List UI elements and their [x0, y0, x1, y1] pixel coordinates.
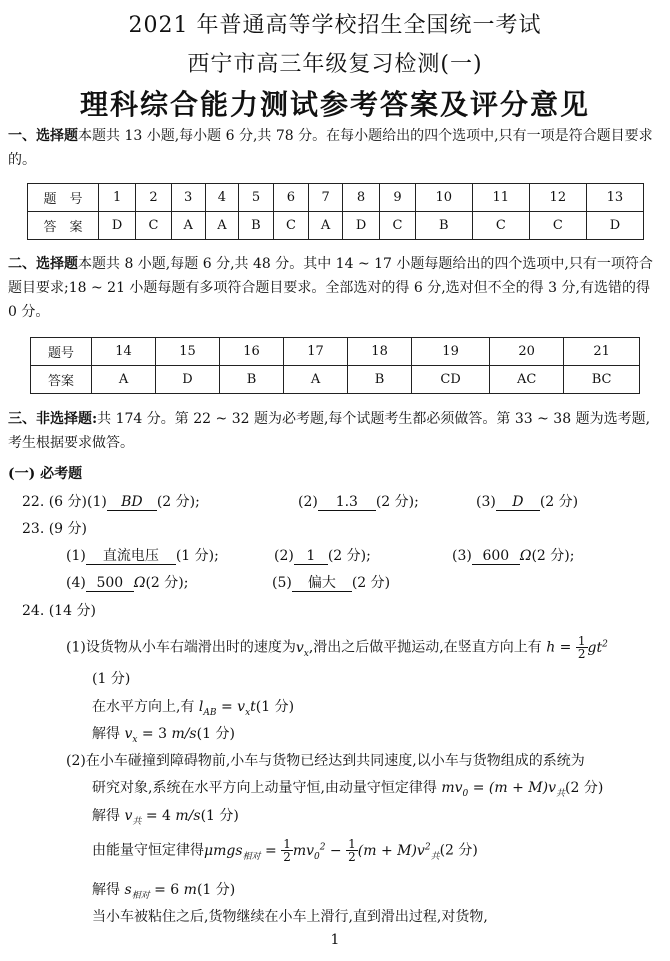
v-x-var: $v_x$ [120, 726, 138, 745]
table-cell-answer: A [171, 212, 205, 240]
momentum-formula: $mv_0 = (m + M)v_共$ [436, 780, 566, 799]
table-cell-answer: B [220, 366, 284, 394]
sub-gong: 共 [430, 851, 440, 862]
q22-answer2: 1.3 [318, 494, 376, 511]
q22-score2: (2 分); [375, 494, 419, 510]
q23-p3: (3) [452, 548, 472, 564]
q24-l1: (1)设货物从小车右端滑出时的速度为 [66, 639, 296, 656]
section2-instructions [8, 252, 658, 324]
table-cell-question: 3 [171, 184, 205, 212]
table-cell-answer: D [99, 212, 136, 240]
row-label: 答 案 [28, 212, 99, 240]
sub-gong: 共 [556, 788, 566, 799]
q23-answer1: 直流电压 [86, 548, 176, 565]
section2-text: 本题共 8 小题,每题 6 分,共 48 分。其中 14 ~ 17 小题每题给出的四个选项中,只有一项符合题目要求;18 ~ 21 小题每题有多项符合题目要求。全部选对的得 6 分,选对但不全的得 3 分,有选错的得 0 分。 [8, 256, 653, 320]
v-x-symbol: $v_x$ [295, 639, 309, 659]
q22-p3: (3) [476, 494, 496, 510]
q22-line [22, 491, 200, 511]
table-cell-answer: C [273, 212, 309, 240]
q23-unit3: Ω [519, 548, 532, 564]
q24-l3b: (1 分) [255, 699, 295, 715]
q24-line5: (2)在小车碰撞到障碍物前,小车与货物已经达到共同速度,以小车与货物组成的系统为 [66, 753, 585, 769]
answer-table-2 [30, 337, 640, 394]
section1-head: 一、选择题 [8, 128, 78, 144]
table-cell-answer: C [529, 212, 586, 240]
table-cell-question: 14 [92, 338, 156, 366]
q24-line7 [92, 805, 239, 827]
q24-l8b: (2 分) [439, 842, 478, 859]
l-ab-formula: $l_{AB} = v_xt$ [194, 699, 256, 718]
sub-xiangdui: 相对 [131, 890, 150, 901]
q24-l4b: (1 分) [196, 726, 235, 742]
q24-l3: 在水平方向上,有 [92, 699, 195, 715]
table-cell-answer: D [342, 212, 379, 240]
frac-den: 2 [283, 850, 291, 864]
s-unit: m [183, 882, 197, 898]
table-cell-question: 6 [273, 184, 309, 212]
table-cell-question: 21 [564, 338, 640, 366]
q23-p2: (2) [274, 548, 294, 564]
fraction-half [346, 838, 358, 863]
table-cell-answer: C [472, 212, 529, 240]
q24-line4 [92, 723, 235, 745]
vg-value: = 4 [145, 808, 171, 824]
table-cell-answer: BC [564, 366, 640, 394]
q23-part4 [66, 572, 188, 592]
row-label: 题号 [31, 338, 92, 366]
q22-label: 22. (6 分)(1) [22, 494, 107, 510]
q24-line10: 当小车被粘住之后,货物继续在小车上滑行,直到滑出过程,对货物, [92, 909, 488, 925]
table-cell-question: 19 [412, 338, 490, 366]
q24-l8: 由能量守恒定律得 [92, 842, 204, 859]
q23-score3: (2 分); [531, 548, 575, 564]
gt2: $gt^2$ [587, 638, 608, 656]
energy-term2: $(m + M)v^2_共$ [357, 841, 440, 862]
table-cell-question: 12 [529, 184, 586, 212]
v-gong-var: $v_共$ [120, 808, 142, 827]
q22-score3: (2 分) [539, 494, 579, 510]
q23-score1: (1 分); [175, 548, 219, 564]
table-cell-question: 8 [342, 184, 379, 212]
table-cell-answer: A [309, 212, 343, 240]
q24-l4: 解得 [92, 726, 120, 742]
sub-xiangdui: 相对 [242, 851, 261, 862]
exam-header-line2: 西宁市高三年级复习检测(一) [187, 52, 483, 77]
q22-answer3: D [496, 494, 540, 511]
table-cell-answer: B [348, 366, 412, 394]
table-cell-question: 2 [136, 184, 172, 212]
q22-answer1: BD [107, 494, 157, 511]
q24-line1 [66, 635, 608, 660]
q24-l7b: (1 分) [200, 808, 239, 824]
section1-text: 本题共 13 小题,每小题 6 分,共 78 分。在每小题给出的四个选项中,只有一项是符合题目要求的。 [8, 128, 653, 168]
table-cell-answer: B [239, 212, 273, 240]
table-cell-question: 9 [380, 184, 416, 212]
table-cell-question: 15 [156, 338, 220, 366]
energy-term1: $mv_0^2$ − [292, 841, 347, 862]
q23-part3 [452, 545, 574, 565]
q24-line2: (1 分) [92, 671, 131, 687]
sub-gong: 共 [132, 816, 142, 827]
vg-unit: m/s [175, 808, 201, 824]
table-cell-answer: D [156, 366, 220, 394]
q22-part2 [298, 491, 419, 511]
q22-part3 [476, 491, 578, 511]
table-cell-question: 11 [472, 184, 529, 212]
section3-head: 三、非选择题: [8, 411, 98, 427]
frac-num: 1 [577, 634, 586, 648]
frac-den: 2 [577, 647, 586, 661]
page-number: 1 [330, 932, 340, 948]
q24-line3 [92, 696, 294, 718]
required-questions-heading: (一) 必考题 [8, 466, 83, 482]
table-cell-question: 18 [348, 338, 412, 366]
table-cell-question: 13 [586, 184, 643, 212]
table-cell-question: 17 [284, 338, 348, 366]
table-cell-answer: A [92, 366, 156, 394]
s-xiangdui-var: $s_{相对}$ [120, 882, 150, 901]
q23-p1: (1) [66, 548, 86, 564]
q24-l6b: (2 分) [565, 780, 604, 796]
q24-label: 24. (14 分) [22, 603, 96, 619]
q23-unit4: Ω [133, 575, 146, 591]
q24-line8 [92, 838, 478, 863]
frac-den: 2 [348, 850, 356, 864]
table-row-answers [31, 366, 640, 394]
answer-table-1 [27, 183, 644, 240]
table-cell-answer: D [586, 212, 643, 240]
frac-num: 1 [283, 837, 291, 851]
q23-answer5: 偏大 [292, 575, 352, 592]
table-cell-question: 7 [309, 184, 343, 212]
vx-value: = 3 [141, 726, 167, 742]
section3-text: 共 174 分。第 22 ~ 32 题为必考题,每个试题考生都必须做答。第 33 ~ 38 题为选考题,考生根据要求做答。 [8, 411, 651, 451]
q24-line6 [92, 777, 603, 799]
table-row-questions [31, 338, 640, 366]
vx-unit: m/s [171, 726, 197, 742]
section1-instructions [8, 124, 658, 172]
q24-l9b: (1 分) [196, 882, 236, 898]
q24-l9: 解得 [92, 882, 120, 898]
fraction-half [576, 635, 588, 660]
table-cell-answer: CD [412, 366, 490, 394]
q23-part5 [272, 572, 390, 592]
q22-p2: (2) [298, 494, 318, 510]
table-cell-answer: A [284, 366, 348, 394]
table-cell-answer: B [415, 212, 472, 240]
table-cell-question: 16 [220, 338, 284, 366]
q23-label: 23. (9 分) [22, 521, 87, 537]
section3-instructions [8, 407, 658, 455]
q23-answer3: 600 [472, 548, 520, 565]
q23-answer2: 1 [294, 548, 328, 565]
q23-score2: (2 分); [327, 548, 371, 564]
h-formula: h = [541, 639, 576, 656]
fraction-half [281, 838, 293, 863]
table-cell-answer: C [136, 212, 172, 240]
q23-score5: (2 分) [351, 575, 391, 591]
section2-head: 二、选择题 [8, 256, 78, 272]
s-value: = 6 [154, 882, 180, 898]
q23-score4: (2 分); [145, 575, 189, 591]
table-cell-question: 4 [205, 184, 239, 212]
q22-score1: (2 分); [156, 494, 200, 510]
q24-l7: 解得 [92, 808, 120, 824]
q23-part2 [274, 545, 371, 565]
q23-p5: (5) [272, 575, 292, 591]
q24-l6: 研究对象,系统在水平方向上动量守恒,由动量守恒定律得 [92, 780, 437, 796]
table-cell-question: 10 [415, 184, 472, 212]
q24-line9 [92, 879, 235, 901]
q23-answer4: 500 [86, 575, 134, 592]
table-cell-answer: C [380, 212, 416, 240]
row-label: 答案 [31, 366, 92, 394]
table-cell-answer: A [205, 212, 239, 240]
document-title: 理科综合能力测试参考答案及评分意见 [79, 88, 590, 121]
exam-header-line1: 2021 年普通高等学校招生全国统一考试 [128, 13, 542, 38]
energy-lhs: μmgs$_{相对}$ = [204, 842, 282, 862]
table-cell-answer: AC [490, 366, 564, 394]
table-cell-question: 20 [490, 338, 564, 366]
table-row-questions [28, 184, 644, 212]
frac-num: 1 [348, 837, 356, 851]
q23-p4: (4) [66, 575, 86, 591]
table-cell-question: 5 [239, 184, 273, 212]
table-cell-question: 1 [99, 184, 136, 212]
q23-part1 [66, 545, 219, 565]
q24-l1b: ,滑出之后做平抛运动,在竖直方向上有 [308, 639, 542, 656]
table-row-answers [28, 212, 644, 240]
row-label: 题 号 [28, 184, 99, 212]
